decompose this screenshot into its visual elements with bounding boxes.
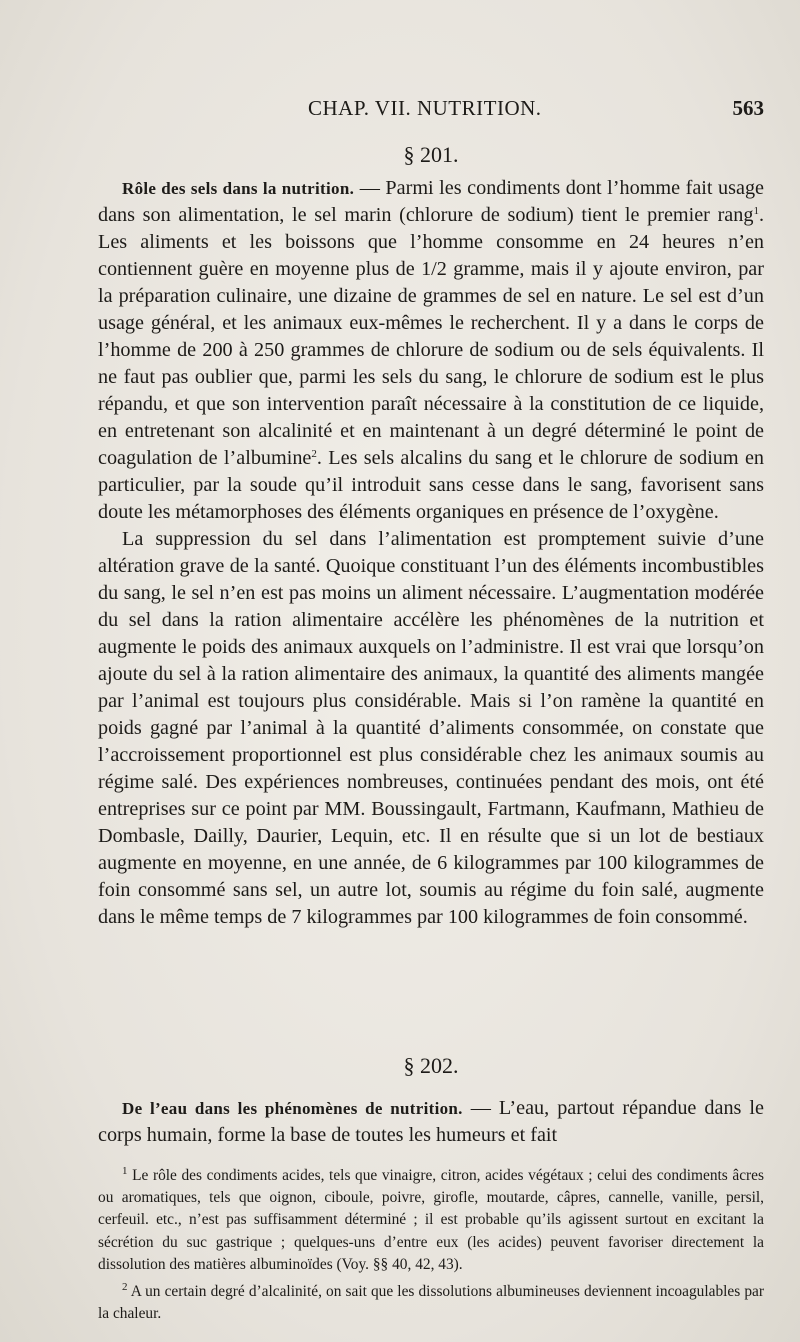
section-number-202: § 202.: [403, 1053, 459, 1078]
chapter-title: CHAP. VII. NUTRITION.: [308, 96, 542, 120]
section-201-body: [98, 175, 764, 931]
footnote-mark: 2: [122, 1281, 128, 1294]
running-header: [98, 96, 764, 126]
paragraph-text: . Les sels alcalins du sang et le chlorure de sodium en particulier, par la soude qu’il introduit sans cesse dans le sang, favorisent sans doute les métamorphoses des éléments organiques en présence de l’oxygène.: [98, 447, 764, 523]
footnote-mark: 1: [122, 1165, 128, 1177]
runin-heading: De l’eau dans les phénomènes de nutrition.: [122, 1099, 463, 1118]
footnote-ref: 1: [753, 205, 759, 217]
paragraph-text: — L’eau, partout répandue dans le corps humain, forme la base de toutes les humeurs et fait: [98, 1097, 764, 1146]
footnotes: [98, 1160, 764, 1325]
paragraph: [98, 1095, 764, 1149]
paragraph: La suppression du sel dans l’alimentation est promptement suivie d’une altération grave de la santé. Quoique constituant l’un des éléments incombustibles du sang, le sel n’en est pas moins un aliment nécessaire. L’augmentation modérée du sel dans la ration alimentaire accélère les phénomènes de la nutrition et augmente le poids des animaux auxquels on l’administre. Il est vrai que lorsqu’on ajoute du sel à la ration alimentaire des animaux, la quantité des aliments mangée par l’animal est toujours plus considérable. Mais si l’on ramène la quantité en poids gagné par l’animal à la quantité d’aliments consommée, on constate que l’accroissement proportionnel est plus considérable chez les animaux soumis au régime salé. Des expériences nombreuses, continuées pendant des mois, ont été entreprises sur ce point par MM. Boussingault, Fartmann, Kaufmann, Mathieu de Dombasle, Dailly, Daurier, Lequin, etc. Il en résulte que si un lot de bestiaux augmente en moyenne, en une année, de 6 kilogrammes par 100 kilogrammes de foin consommé sans sel, un autre lot, soumis au régime du foin salé, augmente dans le même temps de 7 kilogrammes par 100 kilogrammes de foin consommé.: [98, 528, 764, 928]
runin-heading: Rôle des sels dans la nutrition.: [122, 179, 355, 198]
section-202-body: [98, 1095, 764, 1149]
paragraph: [98, 175, 764, 526]
footnote-text: Le rôle des condiments acides, tels que vinaigre, citron, acides végétaux ; celui des condiments âcres ou aromatiques, tels que oignon, ciboule, poivre, girofle, moutarde, câpres, cannelle, vanille, persil, cerfeuil. etc., n’est pas suffisamment déterminé ; il est probable qu’ils agissent surtout en excitant la sécrétion du suc gastrique ; quelques-uns d’entre eux (les acides) peuvent favoriser directement la dissolution des matières albuminoïdes (Voy. §§ 40, 42, 43).: [98, 1167, 764, 1273]
footnote: [98, 1276, 764, 1325]
footnote: [98, 1160, 764, 1276]
section-number-201: § 201.: [403, 142, 459, 167]
footnote-ref: 2: [311, 448, 317, 460]
page-number: 563: [732, 96, 764, 120]
footnote-text: A un certain degré d’alcalinité, on sait que les dissolutions albumineuses deviennent incoagulables par la chaleur.: [98, 1283, 764, 1323]
paragraph-text: — Parmi les condiments dont l’homme fait usage dans son alimentation, le sel marin (chlorure de sodium) tient le premier rang: [98, 177, 765, 226]
paragraph-text: . Les aliments et les boissons que l’homme consomme en 24 heures n’en contiennent guère en moyenne plus de 1/2 gramme, mais il y ajoute environ, par la préparation culinaire, une dizaine de grammes de sel en nature. Le sel est d’un usage général, et les animaux eux-mêmes le recherchent. Il y a dans le corps de l’homme de 200 à 250 grammes de chlorure de sodium ou de sels équivalents. Il ne faut pas oublier que, parmi les sels du sang, le chlorure de sodium est le plus répandu, et que son intervention paraît nécessaire à la constitution de ce liquide, en entretenant son alcalinité et en maintenant à un degré déterminé le point de coagulation de l’albumine: [98, 204, 764, 469]
